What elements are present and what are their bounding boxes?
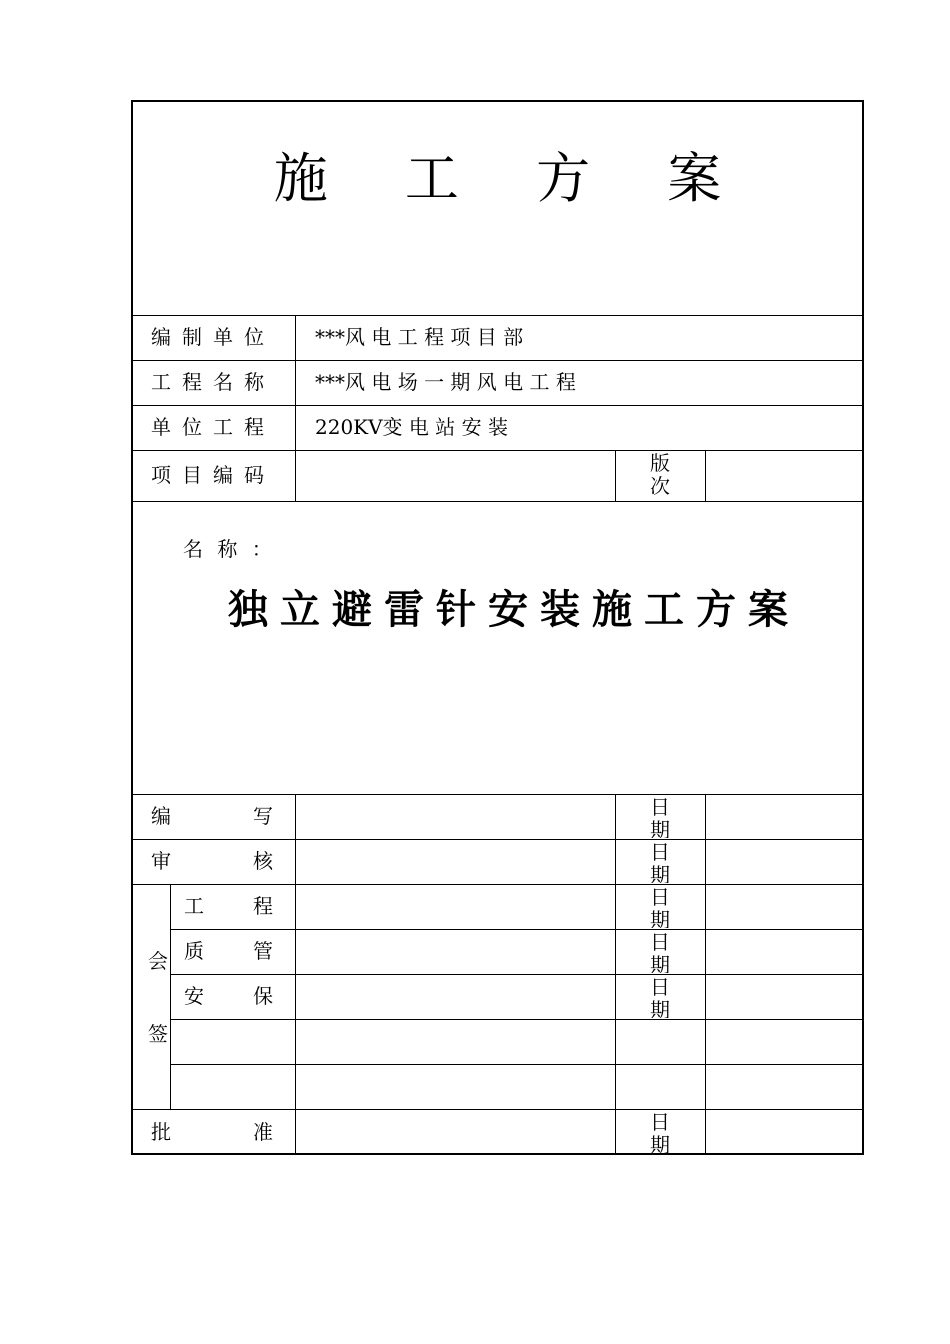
- code-label: 项目编码: [151, 463, 275, 487]
- rule: [171, 1019, 862, 1020]
- approve-label: [151, 1122, 273, 1142]
- engineering-label-a: 工: [184, 894, 204, 918]
- rule: [133, 884, 862, 885]
- rule: [133, 501, 862, 502]
- rule: [615, 794, 616, 1155]
- rule: [705, 794, 706, 1155]
- review-label: [151, 851, 273, 871]
- rule: [133, 839, 862, 840]
- rule: [133, 450, 862, 451]
- unit-value: ***风 电 工 程 项 目 部: [315, 325, 524, 349]
- date-label: 日期: [650, 1111, 670, 1153]
- countersign-label-a: 会: [148, 949, 168, 973]
- approve-label-a: 批: [151, 1120, 171, 1144]
- review-label-b: 核: [253, 849, 273, 873]
- safety-label-b: 保: [253, 984, 273, 1008]
- engineering-label: [184, 896, 273, 916]
- subproject-label: 单位工程: [151, 415, 275, 439]
- construction-plan-form: [131, 100, 864, 1155]
- review-label-a: 审: [151, 849, 171, 873]
- date-label: 日期: [650, 886, 670, 928]
- date-label: 日期: [650, 931, 670, 973]
- date-label: 日期: [650, 796, 670, 838]
- document-title: 施 工 方 案: [273, 147, 752, 210]
- rule: [170, 884, 171, 1109]
- rule: [133, 405, 862, 406]
- safety-label: [184, 986, 273, 1006]
- version-label: 版次: [650, 452, 670, 498]
- write-label-a: 编: [151, 804, 171, 828]
- safety-label-a: 安: [184, 984, 204, 1008]
- quality-label: [184, 941, 273, 961]
- quality-label-b: 管: [253, 939, 273, 963]
- rule: [133, 1109, 862, 1110]
- rule: [171, 974, 862, 975]
- rule: [133, 794, 862, 795]
- subproject-value: 220KV变 电 站 安 装: [315, 415, 508, 439]
- project-value: ***风 电 场 一 期 风 电 工 程: [315, 370, 576, 394]
- rule: [133, 360, 862, 361]
- approve-label-b: 准: [253, 1120, 273, 1144]
- plan-name: 独立避雷针安装施工方案: [228, 586, 800, 633]
- date-label: 日期: [650, 976, 670, 1018]
- unit-label: 编制单位: [151, 325, 275, 349]
- rule: [705, 450, 706, 501]
- rule: [171, 1064, 862, 1065]
- rule: [295, 315, 296, 501]
- rule: [171, 929, 862, 930]
- project-label: 工程名称: [151, 370, 275, 394]
- countersign-label-b: 签: [148, 1022, 168, 1046]
- rule: [615, 450, 616, 501]
- rule: [295, 794, 296, 1155]
- engineering-label-b: 程: [253, 894, 273, 918]
- name-label: 名 称 ：: [183, 537, 276, 561]
- write-label: [151, 806, 273, 826]
- date-label: 日期: [650, 841, 670, 883]
- quality-label-a: 质: [184, 939, 204, 963]
- write-label-b: 写: [253, 804, 273, 828]
- rule: [133, 315, 862, 316]
